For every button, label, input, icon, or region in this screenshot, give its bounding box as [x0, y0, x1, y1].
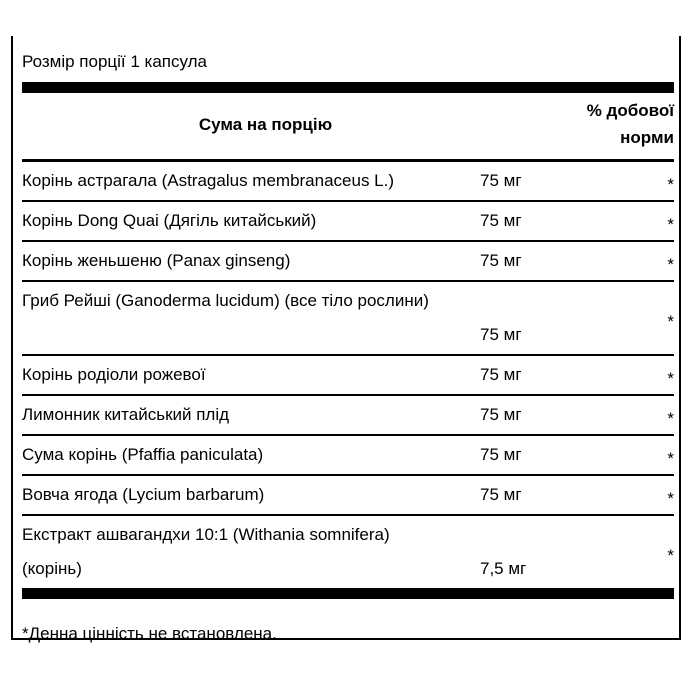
column-header-daily-value [504, 97, 674, 151]
row-cells [22, 436, 674, 474]
table-row [22, 242, 674, 280]
row-cells [22, 202, 674, 240]
row-cells [22, 396, 674, 434]
column-headers [22, 93, 674, 159]
row-line [22, 404, 674, 425]
supplement-facts-panel [11, 36, 681, 643]
row-line [22, 290, 674, 311]
column-header-amount-per-serving: Сума на порцію [198, 115, 333, 134]
ingredient-daily-value: * [667, 311, 674, 331]
column-header-daily-value-line2: норми [620, 128, 674, 147]
daily-value-footnote: *Денна цінність не встановлена. [22, 624, 277, 643]
ingredient-name: Лимонник китайський плід [22, 405, 230, 424]
ingredient-daily-value: * [667, 254, 674, 274]
ingredient-amount: 75 мг [480, 405, 522, 424]
ingredient-amount: 75 мг [480, 485, 522, 504]
ingredient-daily-value: * [667, 368, 674, 388]
ingredient-amount: 75 мг [480, 211, 522, 230]
column-header-daily-value-line1: % добової [586, 101, 674, 120]
footnote-divider-bar [22, 590, 674, 599]
serving-size-text: Розмір порції 1 капсула [22, 52, 208, 71]
ingredient-name-continued: (корінь) [22, 559, 82, 578]
ingredient-name: Корінь астрагала (Astragalus membranaceus L.) [22, 171, 395, 190]
row-line [22, 170, 674, 191]
table-row [22, 162, 674, 200]
row-line [22, 364, 674, 385]
table-row [22, 516, 674, 588]
header-divider-bar [22, 82, 674, 93]
ingredient-amount: 75 мг [480, 365, 522, 384]
row-cells [22, 162, 674, 200]
ingredient-name: Корінь родіоли рожевої [22, 365, 206, 384]
ingredient-amount: 75 мг [480, 325, 522, 344]
table-row [22, 202, 674, 240]
ingredient-amount: 75 мг [480, 445, 522, 464]
row-line [22, 484, 674, 505]
row-line [22, 250, 674, 271]
table-row [22, 396, 674, 434]
row-line [22, 324, 674, 345]
ingredient-rows [22, 162, 674, 590]
row-line [22, 444, 674, 465]
table-row [22, 436, 674, 474]
ingredient-amount: 7,5 мг [480, 559, 527, 578]
ingredient-name: Корінь женьшеню (Panax ginseng) [22, 251, 291, 270]
row-line [22, 558, 674, 579]
ingredient-amount: 75 мг [480, 251, 522, 270]
ingredient-daily-value: * [667, 488, 674, 508]
table-row [22, 356, 674, 394]
supplement-facts-content [22, 36, 674, 644]
row-line [22, 210, 674, 231]
table-row [22, 282, 674, 354]
ingredient-name: Вовча ягода (Lycium barbarum) [22, 485, 265, 504]
ingredient-amount: 75 мг [480, 171, 522, 190]
row-cells [22, 356, 674, 394]
ingredient-name: Корінь Dong Quai (Дягіль китайський) [22, 211, 317, 230]
ingredient-daily-value: * [667, 545, 674, 565]
row-cells [22, 476, 674, 514]
row-line [22, 524, 674, 545]
ingredient-name: Сума корінь (Pfaffia paniculata) [22, 445, 264, 464]
ingredient-name: Екстракт ашвагандхи 10:1 (Withania somnifera) [22, 525, 390, 544]
ingredient-daily-value: * [667, 214, 674, 234]
row-cells [22, 516, 674, 588]
ingredient-daily-value: * [667, 408, 674, 428]
table-row [22, 476, 674, 514]
ingredient-name: Гриб Рейші (Ganoderma lucidum) (все тіло рослини) [22, 291, 429, 310]
row-cells [22, 242, 674, 280]
ingredient-daily-value: * [667, 448, 674, 468]
ingredient-daily-value: * [667, 174, 674, 194]
row-cells [22, 282, 674, 354]
